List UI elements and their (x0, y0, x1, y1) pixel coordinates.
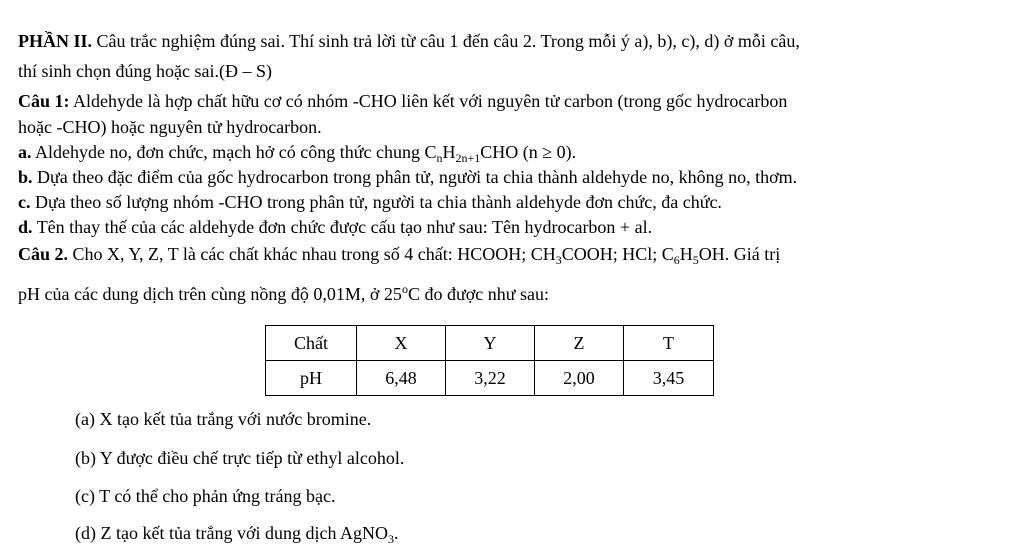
part-heading-text: Câu trắc nghiệm đúng sai. Thí sinh trả lời từ câu 1 đến câu 2. Trong mỗi ý a), b), c), d) ở mỗi câu, (92, 31, 800, 51)
item-label: a. (18, 142, 32, 162)
subscript: 3 (555, 253, 562, 267)
subscript: 2n+1 (455, 151, 481, 165)
question1-item-d (18, 216, 652, 238)
question2-line2 (18, 283, 549, 305)
question1-item-a (18, 141, 576, 163)
part-heading-line2: thí sinh chọn đúng hoặc sai.(Đ – S) (18, 61, 272, 81)
option-text: (d) Z tạo kết tủa trắng với dung dịch AgNO (75, 523, 388, 543)
question2-text: COOH; HCl; C (561, 244, 674, 264)
question1-text: Aldehyde là hợp chất hữu cơ có nhóm -CHO liên kết với nguyên tử carbon (trong gốc hydrocarbon (69, 91, 788, 111)
option-text: . (393, 523, 399, 543)
question2-text: Cho X, Y, Z, T là các chất khác nhau trong số 4 chất: HCOOH; CH (68, 244, 556, 264)
item-label: c. (18, 192, 31, 212)
table-header-cell: Y (446, 326, 535, 361)
table-cell: 6,48 (357, 361, 446, 396)
subscript: 5 (692, 253, 699, 267)
item-text: Tên thay thế của các aldehyde đơn chức được cấu tạo như sau: Tên hydrocarbon + al. (32, 217, 653, 237)
question2-text: H (679, 244, 693, 264)
table-cell: 3,22 (446, 361, 535, 396)
table-cell: 3,45 (624, 361, 714, 396)
table-cell: pH (266, 361, 357, 396)
ph-table (265, 325, 714, 396)
question2-text: C đo được như sau: (407, 284, 549, 304)
subscript: 6 (673, 253, 680, 267)
item-text: Dựa theo đặc điểm của gốc hydrocarbon trong phân tử, người ta chia thành aldehyde no, không no, thơm. (32, 167, 798, 187)
subscript: 3 (387, 532, 394, 546)
item-text: Dựa theo số lượng nhóm -CHO trong phân tử, người ta chia thành aldehyde đơn chức, đa chức. (30, 192, 722, 212)
table-header-cell: Chất (266, 326, 357, 361)
question2-label: Câu 2. (18, 244, 69, 264)
question1-item-c (18, 191, 722, 213)
part-heading-label: PHẦN II. (18, 31, 93, 51)
table-cell: 2,00 (535, 361, 624, 396)
question2-option-d (75, 522, 398, 544)
table-header-cell: Z (535, 326, 624, 361)
question1-line1 (18, 90, 787, 112)
item-text: Aldehyde no, đơn chức, mạch hở có công thức chung C (31, 142, 437, 162)
table-header-row (266, 326, 714, 361)
question1-line2: hoặc -CHO) hoặc nguyên tử hydrocarbon. (18, 117, 322, 137)
question2-line1 (18, 243, 780, 265)
table-row (266, 361, 714, 396)
item-label: b. (18, 167, 33, 187)
question2-option-a: (a) X tạo kết tủa trắng với nước bromine. (75, 409, 372, 429)
item-text: H (442, 142, 456, 162)
superscript: o (401, 282, 408, 296)
question2-option-b: (b) Y được điều chế trực tiếp từ ethyl alcohol. (75, 448, 405, 468)
item-text: CHO (n ≥ 0). (480, 142, 577, 162)
subscript: n (436, 151, 443, 165)
question2-option-c: (c) T có thể cho phản ứng tráng bạc. (75, 486, 336, 506)
question1-label: Câu 1: (18, 91, 70, 111)
table-header-cell: T (624, 326, 714, 361)
question2-text: OH. Giá trị (698, 244, 781, 264)
table-header-cell: X (357, 326, 446, 361)
question2-text: pH của các dung dịch trên cùng nồng độ 0,01M, ở 25 (18, 284, 402, 304)
question1-item-b (18, 166, 797, 188)
item-label: d. (18, 217, 33, 237)
part-heading-line1 (18, 30, 800, 52)
